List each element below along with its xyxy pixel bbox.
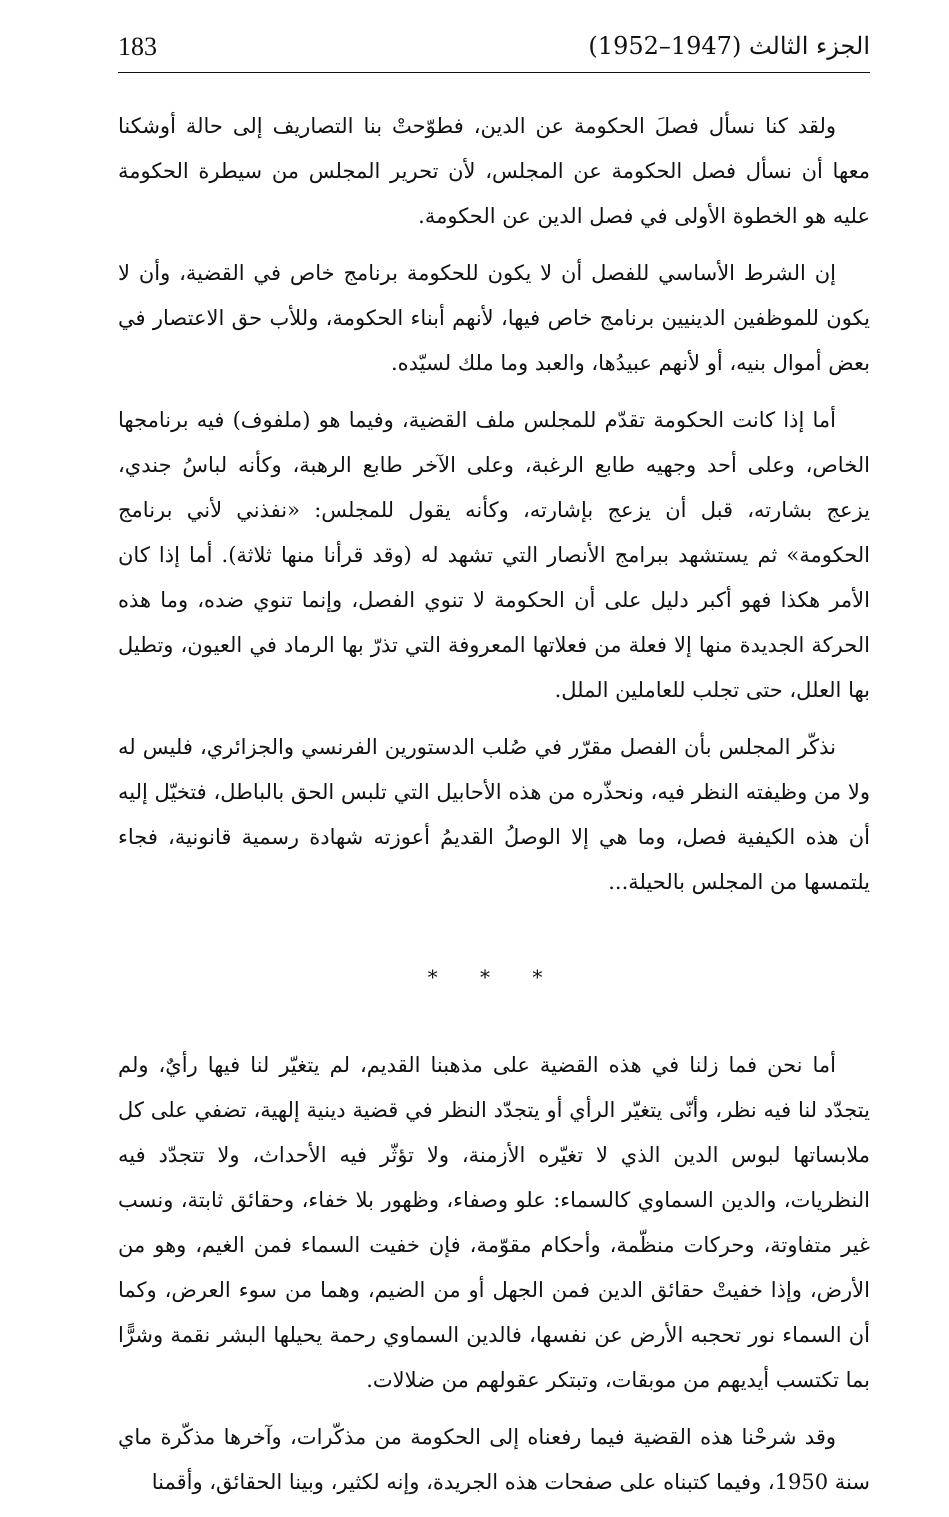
paragraph: نذكّر المجلس بأن الفصل مقرّر في صُلب الدستورين الفرنسي والجزائري، فليس له ولا من وظيفته النظر فيه، ونحذّره من هذه الأحابيل التي تلبس الحق بالباطل، فتخيّل إليه أن هذه الكيفية فصل، وما هي إلا الوصلُ القديمُ أعوزته شهادة رسمية قانونية، فجاء يلتمسها من المجلس بالحيلة...	[118, 735, 870, 894]
section-separator: * * *	[427, 965, 561, 989]
page-header	[118, 30, 870, 70]
page-body	[118, 104, 870, 1517]
paragraph: أما نحن فما زلنا في هذه القضية على مذهبنا القديم، لم يتغيّر لنا فيها رأيٌ، ولم يتجدّد لنا فيه نظر، وأنّى يتغيّر الرأي أو يتجدّد النظر في قضية دينية إلهية، تضفي على كل ملابساتها لبوس الدين الذي لا تغيّره الأزمنة، ولا تؤثّر فيه الأحداث، ولا تتجدّد فيه النظريات، والدين السماوي كالسماء: علو وصفاء، وظهور بلا خفاء، وحقائق ثابتة، ونسب غير متفاوتة، وحركات منظّمة، وأحكام مقوّمة، فإن خفيت السماء فمن الغيم، وهو من الأرض، وإذا خفيتْ حقائق الدين فمن الجهل أو من الضيم، وهما من سوء العرض، وكما أن السماء نور تحجبه الأرض عن نفسها، فالدين السماوي رحمة يحيلها البشر نقمة وشرًّا بما تكتسب أيديهم من موبقات، وتبتكر عقولهم من ضلالات.	[118, 1053, 870, 1392]
paragraph: وقد شرحْنا هذه القضية فيما رفعناه إلى الحكومة من مذكّرات، وآخرها مذكّرة ماي سنة 1950، وفيما كتبناه على صفحات هذه الجريدة، وإنه لكثير، وبينا الحقائق، وأقمنا	[118, 1425, 870, 1494]
header-rule	[118, 72, 870, 73]
running-head: الجزء الثالث (1947–1952)	[588, 32, 870, 60]
paragraph: إن الشرط الأساسي للفصل أن لا يكون للحكومة برنامج خاص في القضية، وأن لا يكون للموظفين الدينيين برنامج خاص فيها، لأنهم أبناء الحكومة، وللأب حق الاعتصار في بعض أموال بنيه، أو لأنهم عبيدُها، والعبد وما ملك لسيّده.	[118, 261, 870, 375]
paragraph: أما إذا كانت الحكومة تقدّم للمجلس ملف القضية، وفيما هو (ملفوف) فيه برنامجها الخاص، وعلى أحد وجهيه طابع الرغبة، وعلى الآخر طابع الرهبة، وكأنه لباسُ جندي، يزعج بشارته، قبل أن يزعج بإشارته، وكأنه يقول للمجلس: «نفذني لأني برنامج الحكومة» ثم يستشهد ببرامج الأنصار التي تشهد له (وقد قرأنا منها ثلاثة). أما إذا كان الأمر هكذا فهو أكبر دليل على أن الحكومة لا تنوي الفصل، وإنما تنوي ضده، وما هذه الحركة الجديدة منها إلا فعلة من فعلاتها المعروفة التي تذرّ بها الرماد في العيون، وتطيل بها العلل، حتى تجلب للعاملين الملل.	[118, 408, 870, 702]
paragraph: ولقد كنا نسأل فصلَ الحكومة عن الدين، فطوّحتْ بنا التصاريف إلى حالة أوشكنا معها أن نسأل فصل الحكومة عن المجلس، لأن تحرير المجلس من سيطرة الحكومة عليه هو الخطوة الأولى في فصل الدين عن الحكومة.	[118, 114, 870, 228]
page-number: 183	[118, 32, 157, 61]
